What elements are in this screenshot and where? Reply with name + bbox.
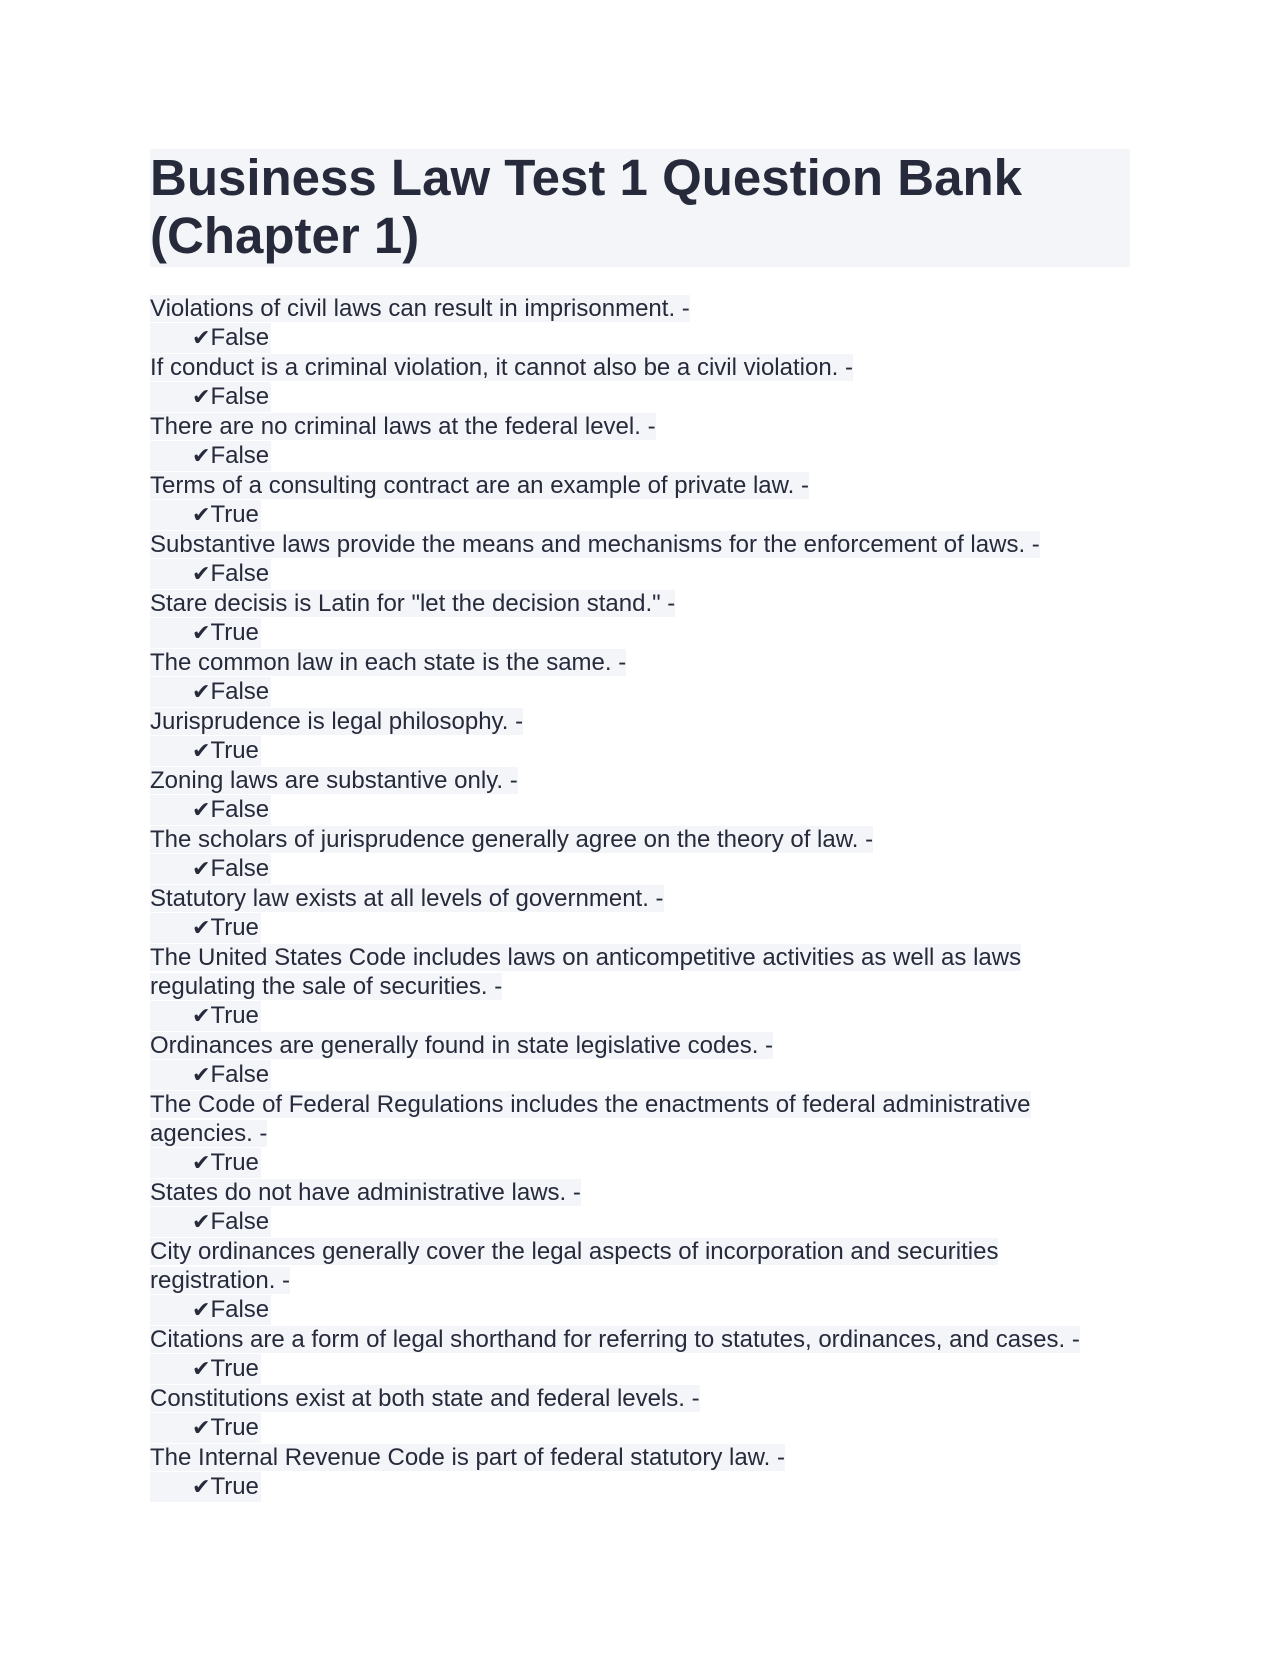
checkmark-icon: ✔ xyxy=(192,739,211,764)
checkmark-icon: ✔ xyxy=(192,326,211,351)
checkmark-icon: ✔ xyxy=(192,1004,211,1029)
answer-text: False xyxy=(210,1296,270,1323)
checkmark-icon: ✔ xyxy=(192,621,211,646)
checkmark-icon: ✔ xyxy=(192,1298,211,1323)
question-text: The Code of Federal Regulations includes the enactments of federal administrative agencies. - xyxy=(150,1091,1031,1147)
question-line xyxy=(150,707,1130,736)
checkmark-icon: ✔ xyxy=(192,1416,211,1441)
answer-row xyxy=(150,1207,1130,1237)
checkmark-icon: ✔ xyxy=(192,1063,211,1088)
answer-row xyxy=(150,1413,1130,1443)
answer-row xyxy=(150,913,1130,943)
answer-text: True xyxy=(210,1414,259,1441)
checkmark-icon: ✔ xyxy=(192,857,211,882)
answer-row xyxy=(150,618,1130,648)
list-item xyxy=(150,1384,1130,1443)
list-item xyxy=(150,1237,1130,1325)
list-item xyxy=(150,589,1130,648)
answer-row xyxy=(150,1472,1130,1502)
answer-row xyxy=(150,736,1130,766)
list-item xyxy=(150,1325,1130,1384)
checkmark-icon: ✔ xyxy=(192,798,211,823)
checkmark-icon: ✔ xyxy=(192,562,211,587)
answer-text: False xyxy=(210,442,270,469)
question-line xyxy=(150,589,1130,618)
question-text: The common law in each state is the same. - xyxy=(150,649,627,676)
question-text: Ordinances are generally found in state legislative codes. - xyxy=(150,1032,774,1059)
question-text: Constitutions exist at both state and federal levels. - xyxy=(150,1385,700,1412)
question-text: Jurisprudence is legal philosophy. - xyxy=(150,708,524,735)
answer xyxy=(150,1207,271,1237)
answer xyxy=(150,736,261,766)
checkmark-icon: ✔ xyxy=(192,1151,211,1176)
answer-row xyxy=(150,1295,1130,1325)
question-line xyxy=(150,353,1130,382)
checkmark-icon: ✔ xyxy=(192,444,211,469)
answer xyxy=(150,618,261,648)
question-text: The scholars of jurisprudence generally agree on the theory of law. - xyxy=(150,826,874,853)
document-page xyxy=(150,149,1130,1502)
answer xyxy=(150,1001,261,1031)
question-text: There are no criminal laws at the federal level. - xyxy=(150,413,656,440)
answer-text: False xyxy=(210,796,270,823)
answer-row xyxy=(150,1148,1130,1178)
answer-text: False xyxy=(210,1061,270,1088)
checkmark-icon: ✔ xyxy=(192,385,211,410)
question-line xyxy=(150,1443,1130,1472)
list-item xyxy=(150,884,1130,943)
answer-row xyxy=(150,854,1130,884)
answer xyxy=(150,500,261,530)
question-text: Violations of civil laws can result in imprisonment. - xyxy=(150,295,690,322)
question-line xyxy=(150,530,1130,559)
answer xyxy=(150,559,271,589)
page-title: Business Law Test 1 Question Bank (Chapter 1) xyxy=(150,149,1130,267)
question-line xyxy=(150,1178,1130,1207)
answer-text: True xyxy=(210,1473,259,1500)
answer xyxy=(150,1060,271,1090)
answer-row xyxy=(150,559,1130,589)
answer-text: False xyxy=(210,383,270,410)
answer-text: True xyxy=(210,1002,259,1029)
answer-row xyxy=(150,323,1130,353)
answer-text: False xyxy=(210,560,270,587)
answer xyxy=(150,382,271,412)
checkmark-icon: ✔ xyxy=(192,1357,211,1382)
question-line xyxy=(150,1031,1130,1060)
answer xyxy=(150,677,271,707)
list-item xyxy=(150,353,1130,412)
list-item xyxy=(150,825,1130,884)
checkmark-icon: ✔ xyxy=(192,1210,211,1235)
answer xyxy=(150,854,271,884)
checkmark-icon: ✔ xyxy=(192,680,211,705)
answer-row xyxy=(150,1060,1130,1090)
question-line xyxy=(150,943,1130,1001)
question-line xyxy=(150,471,1130,500)
question-text: Zoning laws are substantive only. - xyxy=(150,767,518,794)
answer xyxy=(150,913,261,943)
answer xyxy=(150,1354,261,1384)
question-line xyxy=(150,1384,1130,1413)
answer-row xyxy=(150,795,1130,825)
answer xyxy=(150,1472,261,1502)
question-line xyxy=(150,1090,1130,1148)
answer-row xyxy=(150,382,1130,412)
answer xyxy=(150,1413,261,1443)
answer-text: True xyxy=(210,914,259,941)
question-text: The Internal Revenue Code is part of federal statutory law. - xyxy=(150,1444,786,1471)
checkmark-icon: ✔ xyxy=(192,503,211,528)
answer-text: True xyxy=(210,619,259,646)
question-text: If conduct is a criminal violation, it cannot also be a civil violation. - xyxy=(150,354,853,381)
answer-text: True xyxy=(210,501,259,528)
answer-row xyxy=(150,1354,1130,1384)
list-item xyxy=(150,412,1130,471)
question-line xyxy=(150,648,1130,677)
answer-row xyxy=(150,441,1130,471)
answer-row xyxy=(150,1001,1130,1031)
question-text: Statutory law exists at all levels of government. - xyxy=(150,885,664,912)
answer-text: False xyxy=(210,324,270,351)
question-line xyxy=(150,412,1130,441)
list-item xyxy=(150,707,1130,766)
answer xyxy=(150,441,271,471)
list-item xyxy=(150,530,1130,589)
answer-text: False xyxy=(210,678,270,705)
question-text: Stare decisis is Latin for "let the decision stand." - xyxy=(150,590,676,617)
checkmark-icon: ✔ xyxy=(192,1475,211,1500)
answer-text: True xyxy=(210,1149,259,1176)
list-item xyxy=(150,1443,1130,1502)
answer-text: False xyxy=(210,1208,270,1235)
question-text: States do not have administrative laws. - xyxy=(150,1179,581,1206)
question-text: Terms of a consulting contract are an example of private law. - xyxy=(150,472,809,499)
list-item xyxy=(150,648,1130,707)
question-line xyxy=(150,766,1130,795)
question-text: The United States Code includes laws on anticompetitive activities as well as laws regulating the sale of securities. - xyxy=(150,944,1022,1000)
question-line xyxy=(150,1325,1130,1354)
question-line xyxy=(150,884,1130,913)
answer xyxy=(150,323,271,353)
list-item xyxy=(150,294,1130,353)
answer-row xyxy=(150,677,1130,707)
list-item xyxy=(150,1031,1130,1090)
answer-row xyxy=(150,500,1130,530)
answer xyxy=(150,795,271,825)
question-line xyxy=(150,1237,1130,1295)
question-text: Substantive laws provide the means and mechanisms for the enforcement of laws. - xyxy=(150,531,1040,558)
list-item xyxy=(150,471,1130,530)
checkmark-icon: ✔ xyxy=(192,916,211,941)
answer-text: True xyxy=(210,1355,259,1382)
list-item xyxy=(150,766,1130,825)
answer xyxy=(150,1148,261,1178)
answer-text: True xyxy=(210,737,259,764)
question-text: City ordinances generally cover the legal aspects of incorporation and securities registration. - xyxy=(150,1238,999,1294)
question-text: Citations are a form of legal shorthand for referring to statutes, ordinances, and cases. - xyxy=(150,1326,1080,1353)
answer xyxy=(150,1295,271,1325)
question-list xyxy=(150,294,1130,1502)
list-item xyxy=(150,1178,1130,1237)
list-item xyxy=(150,943,1130,1031)
answer-text: False xyxy=(210,855,270,882)
question-line xyxy=(150,294,1130,323)
list-item xyxy=(150,1090,1130,1178)
question-line xyxy=(150,825,1130,854)
